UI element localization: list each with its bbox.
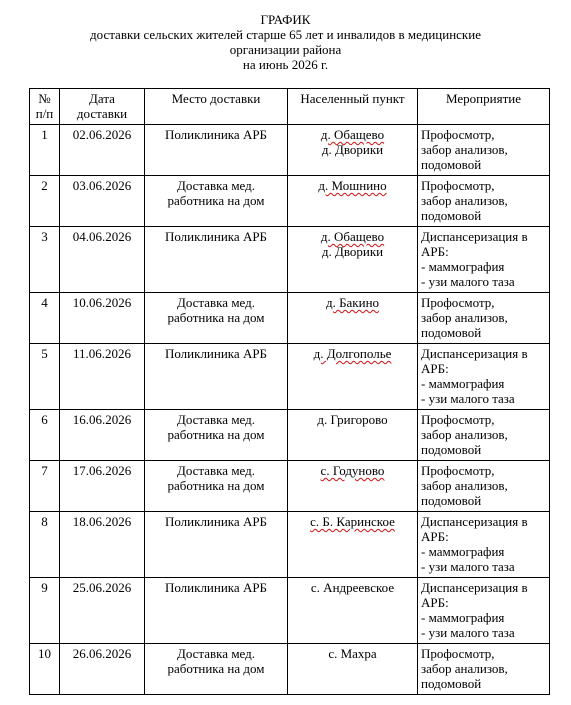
cell-date <box>60 578 145 644</box>
event-line: - узи малого таза <box>421 559 515 574</box>
cell-settlement <box>288 512 418 578</box>
table-row <box>30 344 550 410</box>
cell-settlement <box>288 461 418 512</box>
table-row <box>30 227 550 293</box>
settlement-name: с. Андреевское <box>310 580 395 595</box>
cell-event <box>418 227 550 293</box>
document-heading <box>0 12 571 72</box>
cell-place <box>145 410 288 461</box>
settlement-line <box>291 580 414 595</box>
event-line: подомовой <box>421 325 482 340</box>
settlement-line <box>291 463 414 478</box>
delivery-place-line: работника на дом <box>167 478 265 493</box>
delivery-place-line: Доставка мед. <box>176 646 256 661</box>
event-line: забор анализов, <box>421 661 508 676</box>
event-line: подомовой <box>421 442 482 457</box>
cell-settlement <box>288 176 418 227</box>
settlement-name: д. Мошнино <box>318 178 387 193</box>
schedule-table <box>29 88 550 695</box>
delivery-place-line: Доставка мед. <box>176 463 256 478</box>
delivery-place-line: Поликлиника АРБ <box>164 229 268 244</box>
row-number: 8 <box>41 514 48 529</box>
event-line: - маммография <box>421 610 505 625</box>
cell-event <box>418 578 550 644</box>
table-header-row <box>30 89 550 125</box>
cell-place <box>145 512 288 578</box>
settlement-line <box>291 178 414 193</box>
delivery-date: 16.06.2026 <box>72 412 132 427</box>
delivery-date: 26.06.2026 <box>72 646 132 661</box>
settlement-line <box>291 646 414 661</box>
settlement-name: д. Обащево <box>320 127 385 142</box>
cell-date <box>60 512 145 578</box>
header-date-line-1: Дата <box>89 91 115 106</box>
event-line: - маммография <box>421 376 505 391</box>
cell-event <box>418 644 550 695</box>
cell-date <box>60 644 145 695</box>
cell-num <box>30 512 60 578</box>
subtitle-line-1: доставки сельских жителей старше 65 лет и инвалидов в медицинские <box>90 27 481 42</box>
delivery-date: 18.06.2026 <box>72 514 132 529</box>
delivery-date: 10.06.2026 <box>72 295 132 310</box>
cell-place <box>145 176 288 227</box>
header-num-line-1: № <box>38 91 51 106</box>
settlement-line <box>291 127 414 142</box>
cell-place <box>145 125 288 176</box>
cell-settlement <box>288 344 418 410</box>
header-place-line-1: Место доставки <box>171 91 261 106</box>
cell-settlement <box>288 227 418 293</box>
cell-settlement <box>288 125 418 176</box>
delivery-place-line: работника на дом <box>167 661 265 676</box>
header-num <box>30 89 60 125</box>
event-line: Профосмотр, <box>421 463 495 478</box>
event-line: АРБ: <box>421 361 449 376</box>
table-row <box>30 125 550 176</box>
delivery-place-line: Поликлиника АРБ <box>164 514 268 529</box>
cell-event <box>418 344 550 410</box>
cell-event <box>418 461 550 512</box>
cell-date <box>60 176 145 227</box>
cell-num <box>30 578 60 644</box>
cell-event <box>418 512 550 578</box>
cell-num <box>30 227 60 293</box>
table-row <box>30 410 550 461</box>
row-number: 3 <box>41 229 48 244</box>
cell-place <box>145 227 288 293</box>
delivery-date: 25.06.2026 <box>72 580 132 595</box>
delivery-date: 02.06.2026 <box>72 127 132 142</box>
cell-date <box>60 227 145 293</box>
event-line: подомовой <box>421 157 482 172</box>
delivery-place-line: Доставка мед. <box>176 295 256 310</box>
settlement-line <box>291 244 414 259</box>
cell-num <box>30 293 60 344</box>
settlement-line <box>291 295 414 310</box>
settlement-name: д. Дворики <box>321 244 384 259</box>
delivery-place-line: Доставка мед. <box>176 412 256 427</box>
settlement-name: с. Махра <box>328 646 377 661</box>
settlement-line <box>291 514 414 529</box>
settlement-name: с. Б. Каринское <box>310 514 395 529</box>
delivery-place-line: Доставка мед. <box>176 178 256 193</box>
header-num-line-2: п/п <box>35 106 54 121</box>
settlement-name: д. Долгополье <box>313 346 392 361</box>
delivery-place-line: работника на дом <box>167 310 265 325</box>
event-line: Диспансеризация в <box>421 514 528 529</box>
settlement-name: д. Бакино <box>325 295 380 310</box>
delivery-date: 04.06.2026 <box>72 229 132 244</box>
cell-date <box>60 125 145 176</box>
cell-num <box>30 125 60 176</box>
row-number: 4 <box>41 295 48 310</box>
table-row <box>30 578 550 644</box>
event-line: АРБ: <box>421 595 449 610</box>
event-line: Профосмотр, <box>421 178 495 193</box>
header-event-line-1: Мероприятие <box>446 91 521 106</box>
header-settlement <box>288 89 418 125</box>
row-number: 10 <box>38 646 51 661</box>
cell-settlement <box>288 578 418 644</box>
cell-num <box>30 410 60 461</box>
delivery-date: 17.06.2026 <box>72 463 132 478</box>
cell-place <box>145 293 288 344</box>
event-line: Диспансеризация в <box>421 580 528 595</box>
event-line: забор анализов, <box>421 310 508 325</box>
cell-place <box>145 461 288 512</box>
event-line: подомовой <box>421 493 482 508</box>
event-line: Диспансеризация в <box>421 346 528 361</box>
cell-event <box>418 176 550 227</box>
event-line: АРБ: <box>421 244 449 259</box>
event-line: забор анализов, <box>421 427 508 442</box>
delivery-place-line: Поликлиника АРБ <box>164 127 268 142</box>
event-line: Профосмотр, <box>421 646 495 661</box>
settlement-line <box>291 142 414 157</box>
settlement-line <box>291 229 414 244</box>
row-number: 9 <box>41 580 48 595</box>
event-line: Профосмотр, <box>421 127 495 142</box>
cell-num <box>30 176 60 227</box>
header-event <box>418 89 550 125</box>
row-number: 2 <box>41 178 48 193</box>
event-line: забор анализов, <box>421 142 508 157</box>
row-number: 5 <box>41 346 48 361</box>
header-settlement-line-1: Населенный пункт <box>300 91 405 106</box>
cell-num <box>30 644 60 695</box>
header-place <box>145 89 288 125</box>
document-title: ГРАФИК <box>260 12 311 27</box>
cell-place <box>145 644 288 695</box>
cell-event <box>418 125 550 176</box>
table-row <box>30 644 550 695</box>
delivery-place-line: работника на дом <box>167 193 265 208</box>
delivery-place-line: Поликлиника АРБ <box>164 580 268 595</box>
header-date <box>60 89 145 125</box>
cell-num <box>30 344 60 410</box>
header-date-line-2: доставки <box>76 106 128 121</box>
delivery-date: 11.06.2026 <box>72 346 132 361</box>
settlement-name: д. Дворики <box>321 142 384 157</box>
table-row <box>30 461 550 512</box>
settlement-name: с. Годуново <box>320 463 385 478</box>
event-line: - маммография <box>421 544 505 559</box>
delivery-place-line: Поликлиника АРБ <box>164 346 268 361</box>
event-line: подомовой <box>421 676 482 691</box>
cell-num <box>30 461 60 512</box>
settlement-name: д. Григорово <box>317 412 388 427</box>
subtitle-line-2: организации района <box>229 42 342 57</box>
table-row <box>30 293 550 344</box>
event-line: забор анализов, <box>421 478 508 493</box>
cell-event <box>418 293 550 344</box>
cell-event <box>418 410 550 461</box>
table-row <box>30 512 550 578</box>
cell-date <box>60 293 145 344</box>
event-line: подомовой <box>421 208 482 223</box>
subtitle-line-3: на июнь 2026 г. <box>242 57 329 72</box>
cell-date <box>60 410 145 461</box>
event-line: Профосмотр, <box>421 412 495 427</box>
row-number: 1 <box>41 127 48 142</box>
cell-date <box>60 461 145 512</box>
cell-place <box>145 578 288 644</box>
row-number: 6 <box>41 412 48 427</box>
cell-settlement <box>288 410 418 461</box>
settlement-name: д. Обащево <box>320 229 385 244</box>
delivery-date: 03.06.2026 <box>72 178 132 193</box>
delivery-place-line: работника на дом <box>167 427 265 442</box>
row-number: 7 <box>41 463 48 478</box>
event-line: Диспансеризация в <box>421 229 528 244</box>
event-line: забор анализов, <box>421 193 508 208</box>
table-row <box>30 176 550 227</box>
cell-settlement <box>288 644 418 695</box>
event-line: - маммография <box>421 259 505 274</box>
event-line: АРБ: <box>421 529 449 544</box>
settlement-line <box>291 412 414 427</box>
settlement-line <box>291 346 414 361</box>
cell-settlement <box>288 293 418 344</box>
event-line: - узи малого таза <box>421 274 515 289</box>
event-line: - узи малого таза <box>421 391 515 406</box>
cell-place <box>145 344 288 410</box>
cell-date <box>60 344 145 410</box>
event-line: - узи малого таза <box>421 625 515 640</box>
event-line: Профосмотр, <box>421 295 495 310</box>
